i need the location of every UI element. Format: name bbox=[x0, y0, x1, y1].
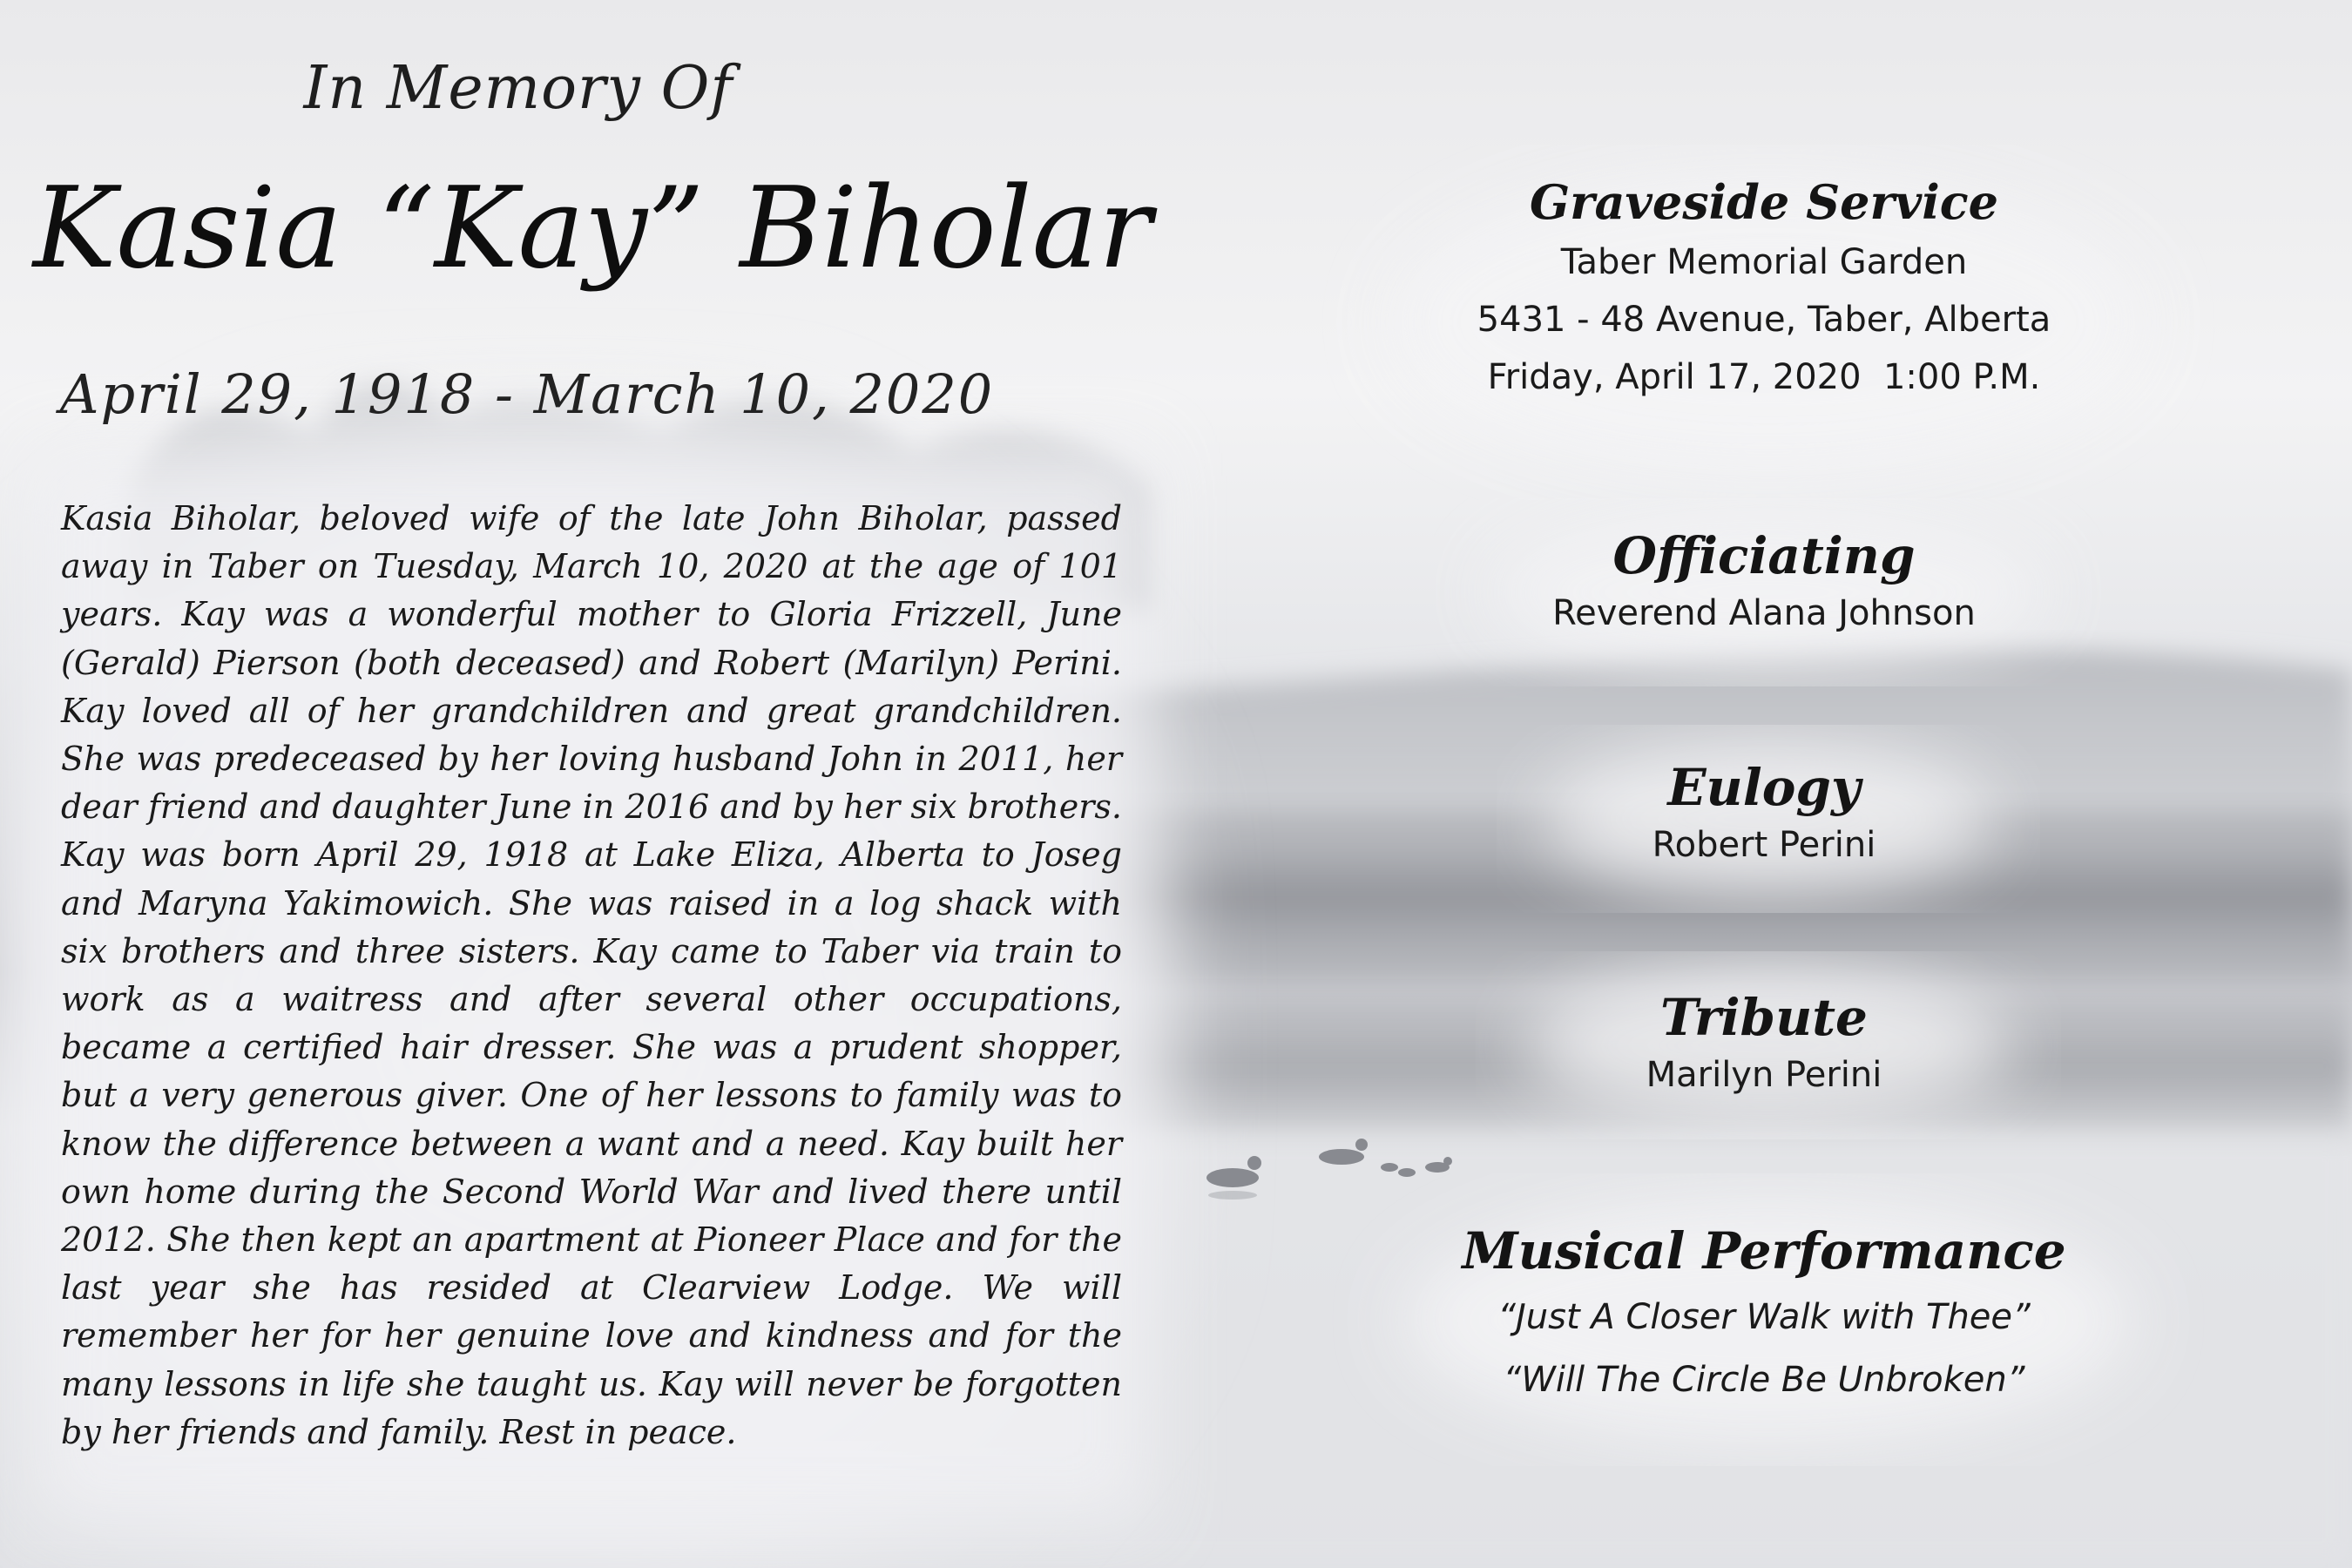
graveside-datetime: Friday, April 17, 2020 1:00 P.M. bbox=[1487, 357, 2041, 397]
graveside-address: 5431 - 48 Avenue, Taber, Alberta bbox=[1477, 300, 2051, 340]
tribute-title: Tribute bbox=[1660, 988, 1868, 1047]
tribute-person: Marilyn Perini bbox=[1646, 1055, 1882, 1095]
tribute-section bbox=[1359, 984, 2169, 1099]
song-title: “Will The Circle Be Unbroken” bbox=[1503, 1360, 2025, 1400]
graveside-venue: Taber Memorial Garden bbox=[1560, 242, 1968, 282]
life-dates: April 29, 1918 - March 10, 2020 bbox=[59, 362, 995, 426]
song-title: “Just A Closer Walk with Thee” bbox=[1497, 1297, 2031, 1337]
eulogy-section bbox=[1359, 754, 2169, 869]
graveside-service-title: Graveside Service bbox=[1529, 174, 1999, 230]
eulogy-person: Robert Perini bbox=[1652, 825, 1876, 865]
graveside-service-section bbox=[1359, 171, 2169, 406]
officiating-section bbox=[1359, 523, 2169, 638]
eulogy-title: Eulogy bbox=[1667, 758, 1861, 817]
officiating-person: Reverend Alana Johnson bbox=[1552, 593, 1976, 633]
deceased-name: Kasia “Kay” Biholar bbox=[32, 164, 1152, 294]
musical-performance-title: Musical Performance bbox=[1462, 1221, 2066, 1281]
officiating-title: Officiating bbox=[1612, 526, 1916, 585]
services-panel bbox=[1359, 0, 2343, 1568]
musical-performance-section bbox=[1359, 1216, 2169, 1411]
obituary-text: Kasia Biholar, beloved wife of the late John Biholar, passed away in Taber on Tuesday, March 10, 2020 at the age of 101 years. Kay was a wonderful mother to Gloria Frizzell, June (Gerald) Pierson (both deceased) and Robert (Marilyn) Perini. Kay loved all of her grandchildren and great grandchildren. She was predeceased by her loving husband John in 2011, her dear friend and daughter June in 2016 and by her six brothers. Kay was born April 29, 1918 at Lake Eliza, Alberta to Joseg and Maryna Yakimowich. She was raised in a log shack with six brothers and three sisters. Kay came to Taber via train to work as a waitress and after several other occupations, became a certified hair dresser. She was a prudent shopper, but a very generous giver. One of her lessons to family was to know the difference between a want and a need. Kay built her own home during the Second World War and lived there until 2012. She then kept an apartment at Pioneer Place and for the last year she has resided at Clearview Lodge. We will remember her for her genuine love and kindness and for the many lessons in life she taught us. Kay will never be forgotten by her friends and family. Rest in peace. bbox=[61, 499, 1122, 1451]
in-memory-heading: In Memory Of bbox=[303, 54, 733, 123]
